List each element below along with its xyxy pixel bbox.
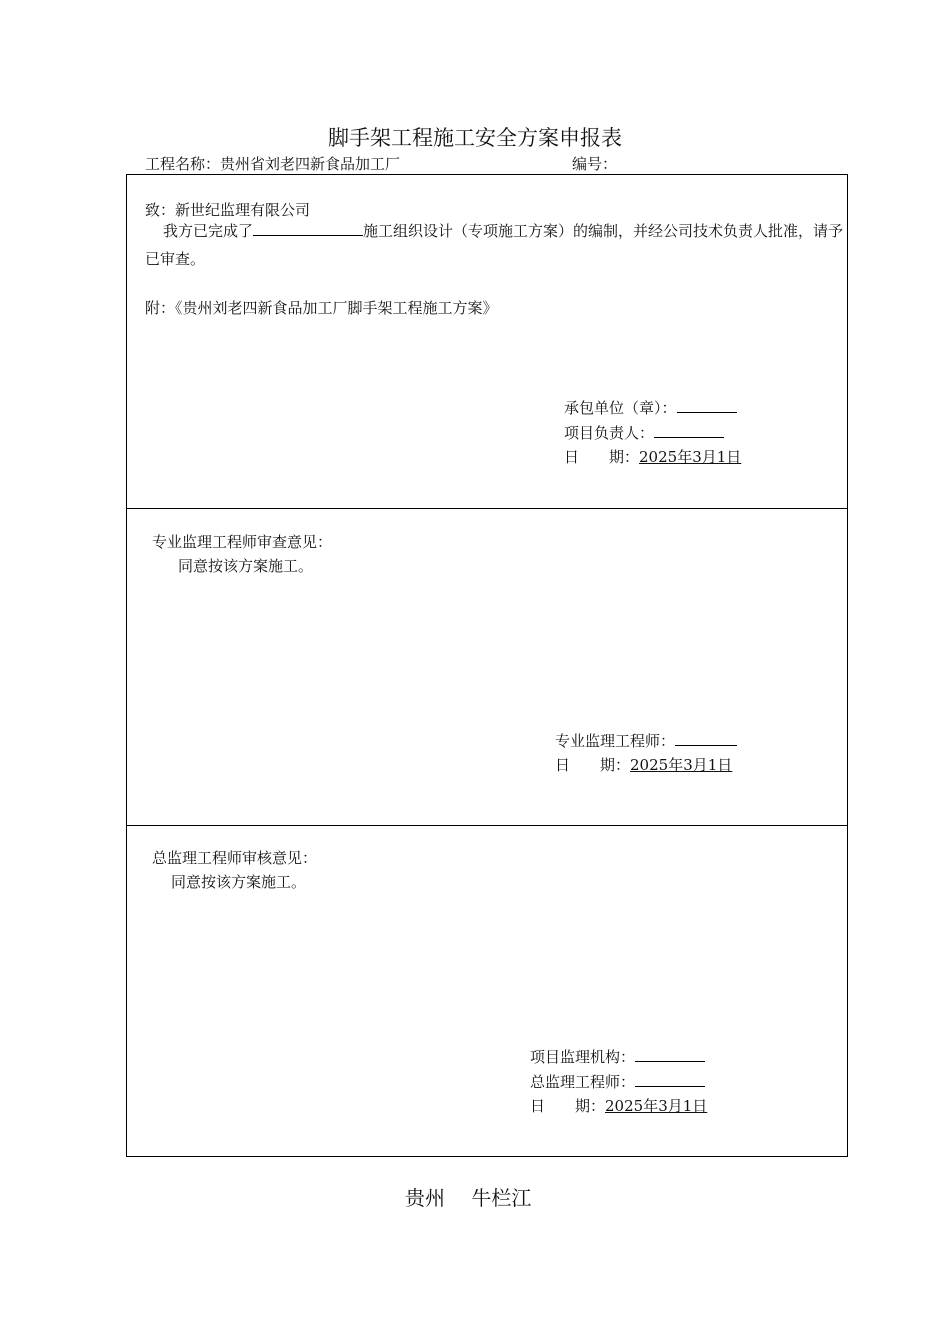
chief-opinion: 同意按该方案施工。 bbox=[171, 873, 307, 891]
project-manager-blank bbox=[654, 422, 724, 438]
chief-engineer-blank bbox=[635, 1071, 705, 1087]
project-name bbox=[145, 153, 400, 174]
design-name-blank bbox=[253, 220, 363, 236]
application-form bbox=[126, 174, 848, 1157]
form-number bbox=[572, 153, 617, 174]
addressee: 致：新世纪监理有限公司 bbox=[145, 201, 311, 219]
statement-suffix: 施工组织设计（专项施工方案）的编制，并经公司技术负责人批准，请予已审查。 bbox=[145, 222, 844, 268]
contractor-date-line bbox=[564, 446, 741, 467]
engineer-signature-line bbox=[555, 730, 737, 751]
chief-engineer-line bbox=[530, 1071, 705, 1092]
form-title: 脚手架工程施工安全方案申报表 bbox=[328, 126, 622, 150]
statement-prefix: 我方已完成了 bbox=[163, 222, 254, 240]
supervision-org-line bbox=[530, 1046, 705, 1067]
date-value: 2025年3月1日 bbox=[630, 756, 733, 774]
supervision-org-blank bbox=[635, 1046, 705, 1062]
chief-review-heading: 总监理工程师审核意见： bbox=[152, 849, 318, 867]
project-name-value: 贵州省刘老四新食品加工厂 bbox=[220, 155, 401, 173]
project-manager-label: 项目负责人： bbox=[564, 424, 655, 442]
form-number-label: 编号： bbox=[572, 155, 618, 173]
contractor-blank bbox=[677, 397, 737, 413]
project-name-label: 工程名称： bbox=[145, 155, 221, 173]
date-value: 2025年3月1日 bbox=[605, 1097, 708, 1115]
engineer-review-section bbox=[127, 508, 847, 826]
chief-date-line bbox=[530, 1095, 707, 1116]
chief-review-section bbox=[127, 825, 847, 1156]
date-label: 日 期： bbox=[555, 756, 631, 774]
date-label: 日 期： bbox=[530, 1097, 606, 1115]
engineer-blank bbox=[675, 730, 737, 746]
contractor-label: 承包单位（章）： bbox=[564, 399, 677, 417]
engineer-date-line bbox=[555, 754, 732, 775]
chief-engineer-label: 总监理工程师： bbox=[530, 1073, 636, 1091]
contractor-seal-line bbox=[564, 397, 737, 418]
contractor-section bbox=[127, 175, 847, 509]
engineer-opinion: 同意按该方案施工。 bbox=[178, 557, 314, 575]
date-value: 2025年3月1日 bbox=[639, 448, 742, 466]
project-manager-line bbox=[564, 422, 724, 443]
supervision-org-label: 项目监理机构： bbox=[530, 1048, 636, 1066]
attachment-line: 附：《贵州刘老四新食品加工厂脚手架工程施工方案》 bbox=[145, 299, 498, 317]
footer-text: 贵州 牛栏江 bbox=[405, 1186, 532, 1210]
submission-statement bbox=[145, 217, 845, 273]
date-label: 日 期： bbox=[564, 448, 640, 466]
engineer-review-heading: 专业监理工程师审查意见： bbox=[152, 533, 333, 551]
engineer-label: 专业监理工程师： bbox=[555, 732, 676, 750]
